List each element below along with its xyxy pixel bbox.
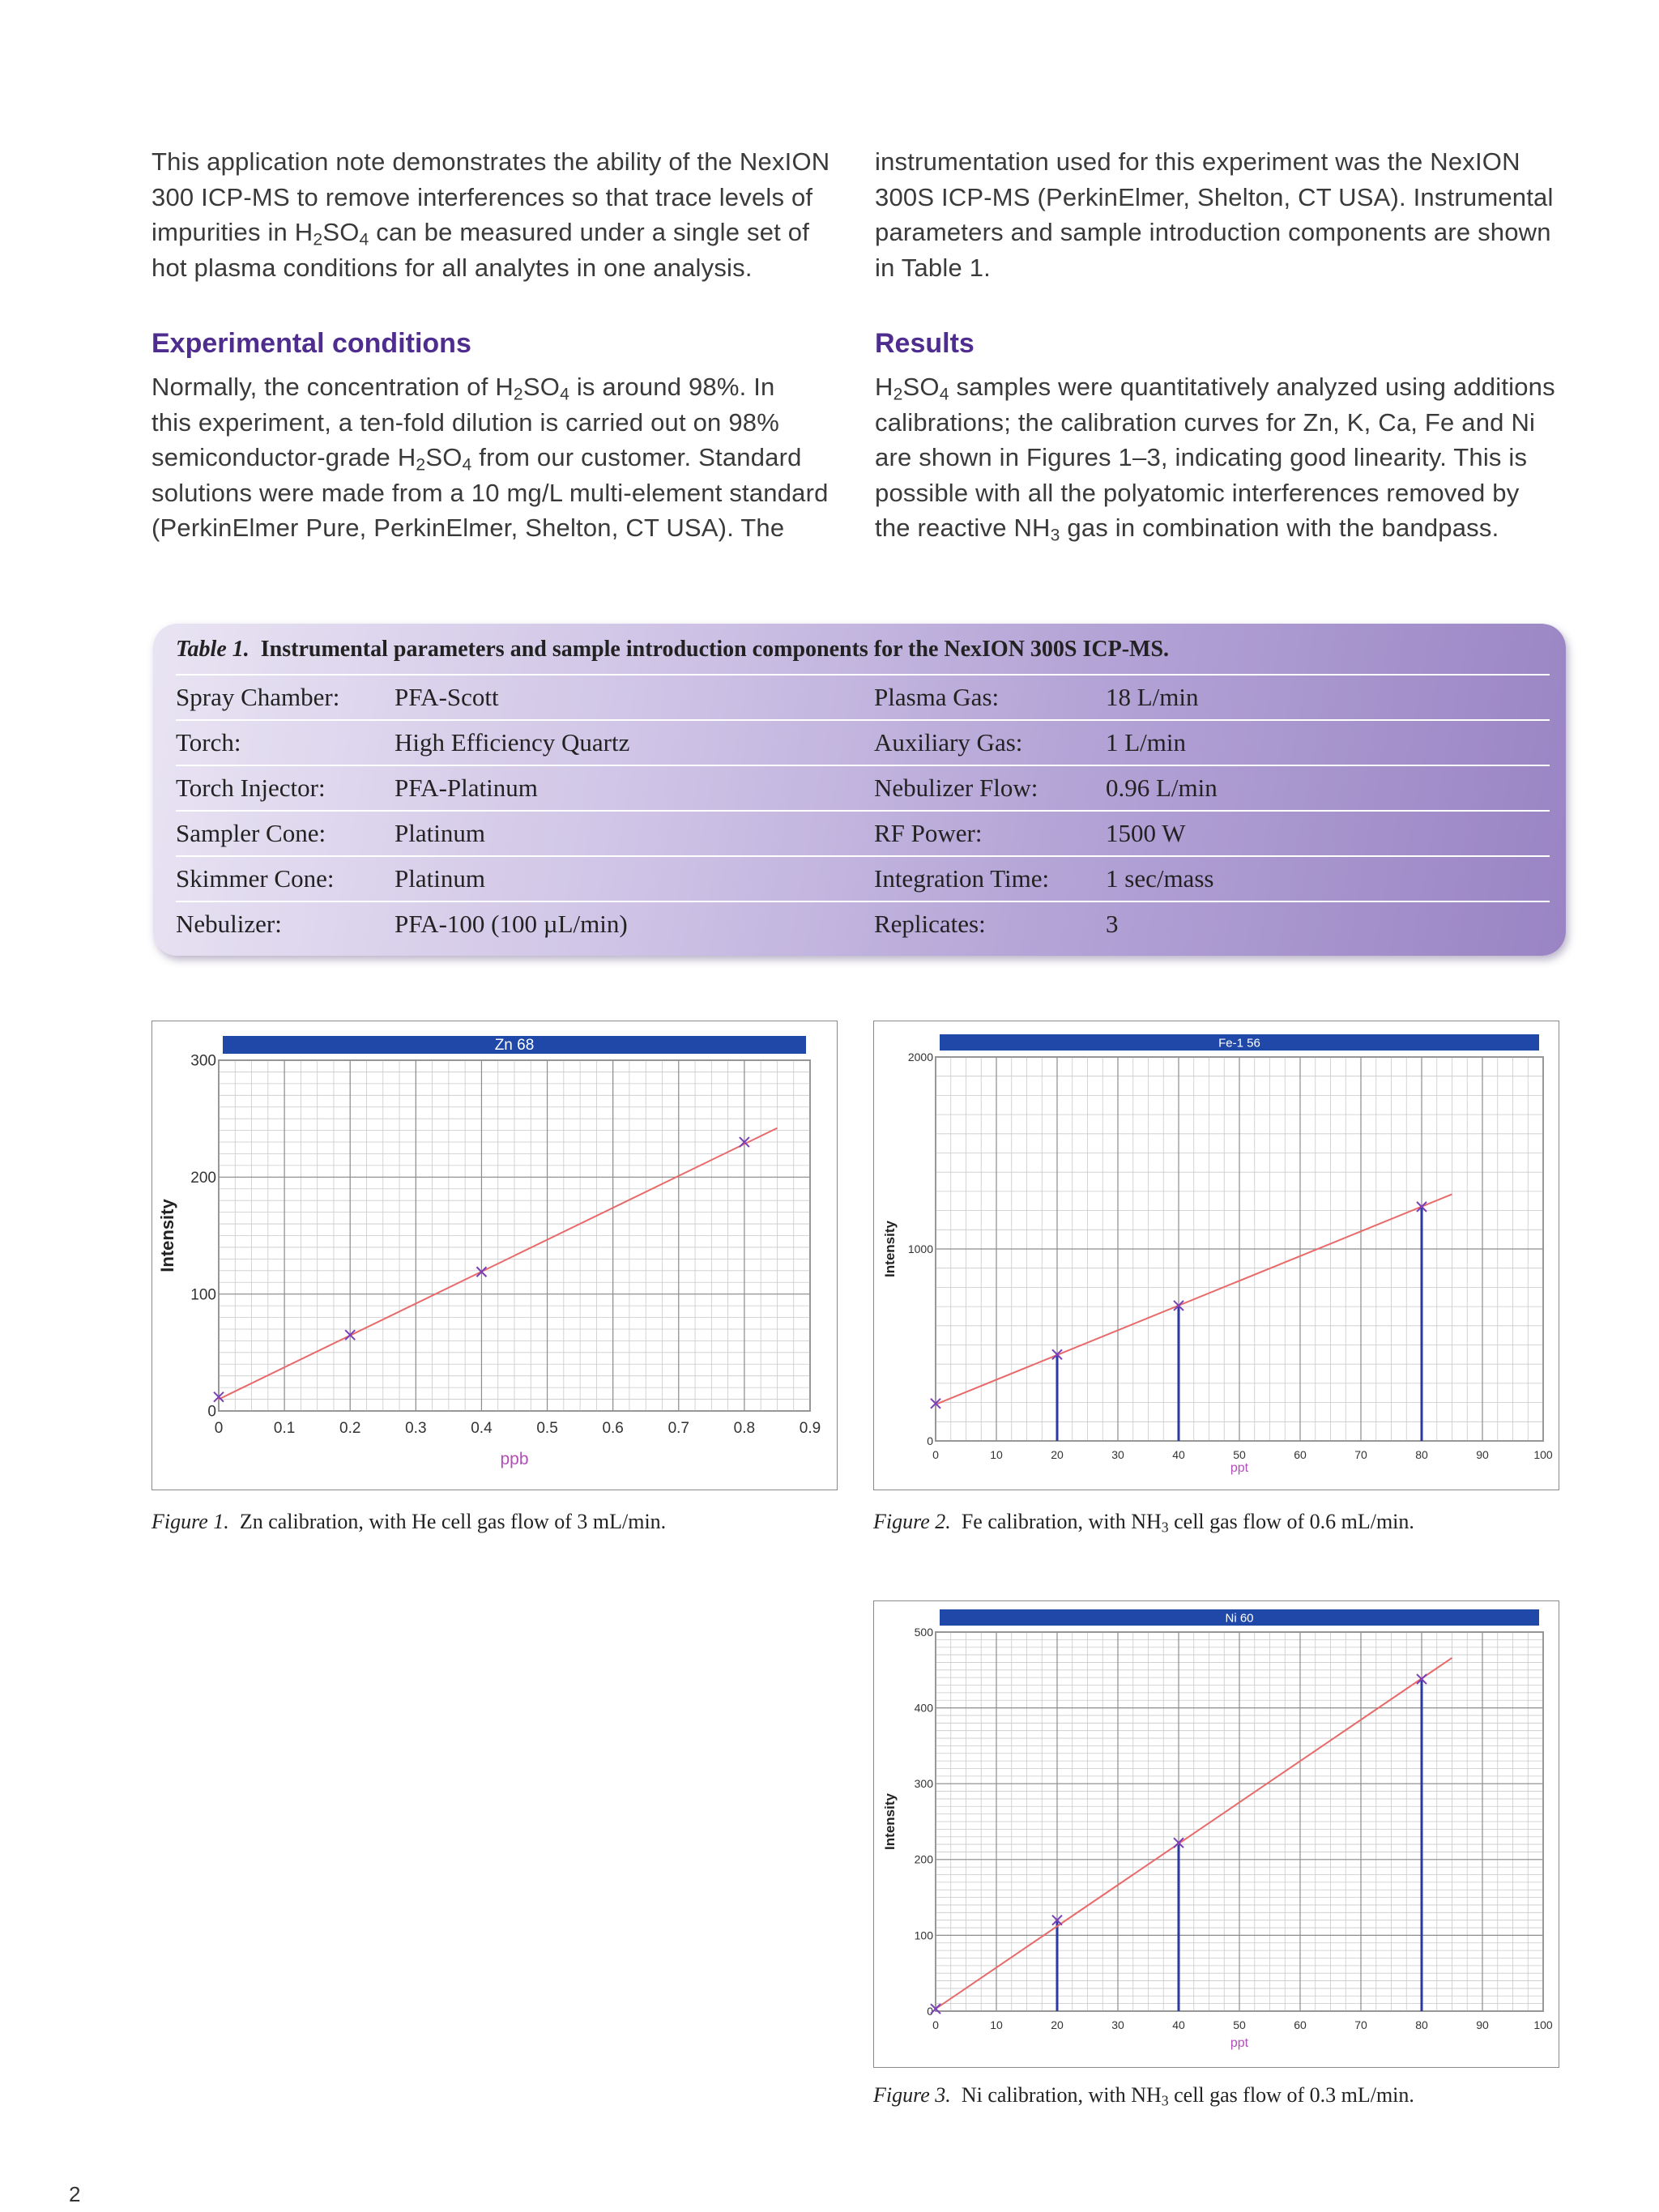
x-tick-label: 20: [1051, 2018, 1064, 2031]
table-cell: Platinum: [394, 819, 485, 847]
experimental-line: semiconductor-grade $H_2SO_4$ from our customer. Standard: [151, 443, 802, 475]
y-tick-label: 500: [914, 1625, 933, 1639]
x-tick-label: 60: [1294, 2018, 1307, 2031]
table-cell: High Efficiency Quartz: [394, 728, 630, 757]
intro-paragraph-right: [875, 144, 1580, 285]
x-tick-label: 50: [1233, 2018, 1246, 2031]
experimental-paragraph: [151, 369, 856, 546]
table-row: [176, 674, 1550, 721]
intro-left-line: This application note demonstrates the ability of the NexION: [151, 147, 830, 176]
x-tick-label: 0.8: [733, 1420, 756, 1437]
table-row: [176, 765, 1550, 812]
experimental-line: (PerkinElmer Pure, PerkinElmer, Shelton, CT USA). The: [151, 514, 785, 542]
figure-caption-text: Ni calibration, with $NH_3$ cell gas flow of 0.3 mL/min.: [961, 2083, 1414, 2109]
table-cell: Platinum: [394, 864, 485, 893]
table-cell: Sampler Cone:: [176, 819, 326, 847]
figure-caption-label: Figure 1.: [151, 1510, 229, 1533]
table-cell: Torch:: [176, 728, 241, 757]
y-tick-label: 300: [914, 1777, 933, 1791]
x-tick-label: 10: [990, 1448, 1003, 1461]
x-tick-label: 90: [1476, 2018, 1489, 2031]
chart-title: Ni 60: [1225, 1611, 1254, 1626]
x-tick-label: 70: [1354, 2018, 1367, 2031]
figure-caption-text: Zn calibration, with He cell gas flow of 3 mL/min.: [239, 1510, 667, 1533]
results-line: are shown in Figures 1–3, indicating good linearity. This is: [875, 443, 1528, 471]
experimental-line: this experiment, a ten-fold dilution is carried out on 98%: [151, 407, 779, 437]
table-cell: Nebulizer Flow:: [874, 774, 1038, 802]
y-tick-label: 200: [190, 1169, 216, 1187]
results-heading: Results: [875, 328, 975, 359]
table-cell: Spray Chamber:: [176, 683, 340, 711]
x-tick-label: 10: [990, 2018, 1003, 2031]
results-line: $H_2SO_4$ samples were quantitatively analyzed using additions: [875, 373, 1555, 404]
y-axis-label: Intensity: [157, 1199, 177, 1272]
results-line: the reactive $NH_3$ gas in combination with the bandpass.: [875, 514, 1499, 545]
figure-1-chart: [151, 1021, 838, 1490]
figure-3-chart: [873, 1600, 1559, 2068]
x-tick-label: 40: [1172, 1448, 1185, 1461]
table-cell: 1 sec/mass: [1106, 864, 1214, 893]
experimental-heading: Experimental conditions: [151, 328, 471, 359]
table-row: [176, 901, 1550, 948]
intro-right-line: 300S ICP-MS (PerkinElmer, Shelton, CT USA). Instrumental: [875, 182, 1554, 211]
y-tick-label: 2000: [907, 1050, 933, 1063]
table-caption-text: Instrumental parameters and sample introduction components for the NexION 300S ICP-MS.: [260, 637, 1170, 662]
fe-calibration-plot: [874, 1021, 1559, 1490]
y-tick-label: 0: [927, 1434, 933, 1447]
y-tick-label: 100: [190, 1286, 216, 1304]
table-cell: 1 L/min: [1106, 728, 1187, 757]
x-tick-label: 20: [1051, 1448, 1064, 1461]
intro-paragraph-left: [151, 144, 856, 285]
table-caption-label: Table 1.: [176, 637, 249, 662]
table-cell: Skimmer Cone:: [176, 864, 335, 893]
x-tick-label: 0.5: [536, 1420, 558, 1437]
chart-title: Fe-1 56: [1218, 1036, 1260, 1051]
x-tick-label: 30: [1111, 1448, 1124, 1461]
y-axis-label: Intensity: [882, 1793, 898, 1850]
ni-calibration-plot: [874, 1601, 1559, 2067]
table-cell: PFA-Scott: [394, 683, 499, 711]
y-axis-label: Intensity: [882, 1221, 898, 1277]
intro-right-line: instrumentation used for this experiment was the NexION: [875, 147, 1520, 176]
x-tick-label: 0: [214, 1420, 224, 1437]
table-cell: 0.96 L/min: [1106, 774, 1218, 802]
table-cell: Replicates:: [874, 910, 986, 938]
table-cell: Auxiliary Gas:: [874, 728, 1023, 757]
figure-3-caption: [873, 2083, 1414, 2108]
x-tick-label: 100: [1533, 1448, 1553, 1461]
instrument-parameters-table: [153, 624, 1566, 956]
x-tick-label: 100: [1533, 2018, 1553, 2031]
figure-caption-label: Figure 3.: [873, 2083, 951, 2107]
x-tick-label: 80: [1415, 2018, 1428, 2031]
figure-1-caption: [151, 1510, 666, 1534]
x-tick-label: 90: [1476, 1448, 1489, 1461]
results-line: calibrations; the calibration curves for Zn, K, Ca, Fe and Ni: [875, 407, 1536, 437]
experimental-line: solutions were made from a 10 mg/L multi-element standard: [151, 478, 829, 507]
x-tick-label: 30: [1111, 2018, 1124, 2031]
x-axis-label: ppt: [1230, 2036, 1249, 2050]
x-tick-label: 40: [1172, 2018, 1185, 2031]
table-cell: PFA-100 (100 µL/min): [394, 910, 628, 938]
intro-left-line: impurities in $H_2SO_4$ can be measured under a single set of: [151, 218, 810, 249]
x-tick-label: 50: [1233, 1448, 1246, 1461]
figure-caption-label: Figure 2.: [873, 1510, 951, 1533]
table-cell: Integration Time:: [874, 864, 1050, 893]
table-cell: 3: [1106, 910, 1119, 938]
x-tick-label: 80: [1415, 1448, 1428, 1461]
table-cell: Nebulizer:: [176, 910, 282, 938]
figure-2-caption: [873, 1510, 1414, 1534]
results-paragraph: [875, 369, 1580, 546]
table-cell: RF Power:: [874, 819, 983, 847]
intro-right-line: parameters and sample introduction components are shown: [875, 218, 1551, 246]
y-tick-label: 300: [190, 1052, 216, 1070]
table-cell: Plasma Gas:: [874, 683, 1000, 711]
x-tick-label: 0.3: [405, 1420, 427, 1437]
x-axis-label: ppt: [1230, 1461, 1249, 1475]
y-tick-label: 0: [927, 2004, 933, 2018]
y-tick-label: 100: [914, 1929, 933, 1942]
x-tick-label: 0.6: [602, 1420, 624, 1437]
x-tick-label: 70: [1354, 1448, 1367, 1461]
y-tick-label: 400: [914, 1701, 933, 1715]
page-number: 2: [69, 2182, 81, 2206]
table-row: [176, 719, 1550, 766]
x-tick-label: 0.9: [799, 1420, 821, 1437]
x-tick-label: 0.2: [339, 1420, 361, 1437]
table-row: [176, 810, 1550, 857]
figure-2-chart: [873, 1021, 1559, 1490]
experimental-line: Normally, the concentration of $H_2SO_4$ is around 98%. In: [151, 373, 775, 404]
x-tick-label: 0.4: [471, 1420, 493, 1437]
x-tick-label: 0.7: [667, 1420, 689, 1437]
table-caption: [176, 637, 1169, 663]
intro-left-line: 300 ICP-MS to remove interferences so that trace levels of: [151, 182, 813, 211]
x-axis-label: ppb: [500, 1450, 529, 1468]
x-tick-label: 60: [1294, 1448, 1307, 1461]
x-tick-label: 0: [932, 2018, 939, 2031]
x-tick-label: 0: [932, 1448, 939, 1461]
y-tick-label: 200: [914, 1852, 933, 1866]
zn-calibration-plot: [152, 1021, 837, 1490]
table-row: [176, 855, 1550, 902]
x-tick-label: 0.1: [273, 1420, 296, 1437]
y-tick-label: 1000: [907, 1242, 933, 1255]
y-tick-label: 0: [207, 1403, 216, 1421]
results-line: possible with all the polyatomic interferences removed by: [875, 478, 1520, 507]
table-cell: Torch Injector:: [176, 774, 326, 802]
figure-caption-text: Fe calibration, with $NH_3$ cell gas flow of 0.6 mL/min.: [961, 1510, 1414, 1536]
table-cell: PFA-Platinum: [394, 774, 538, 802]
table-cell: 1500 W: [1106, 819, 1186, 847]
intro-left-line: hot plasma conditions for all analytes in one analysis.: [151, 253, 753, 282]
intro-right-line: in Table 1.: [875, 253, 991, 282]
chart-title: Zn 68: [494, 1037, 535, 1055]
table-cell: 18 L/min: [1106, 683, 1199, 711]
